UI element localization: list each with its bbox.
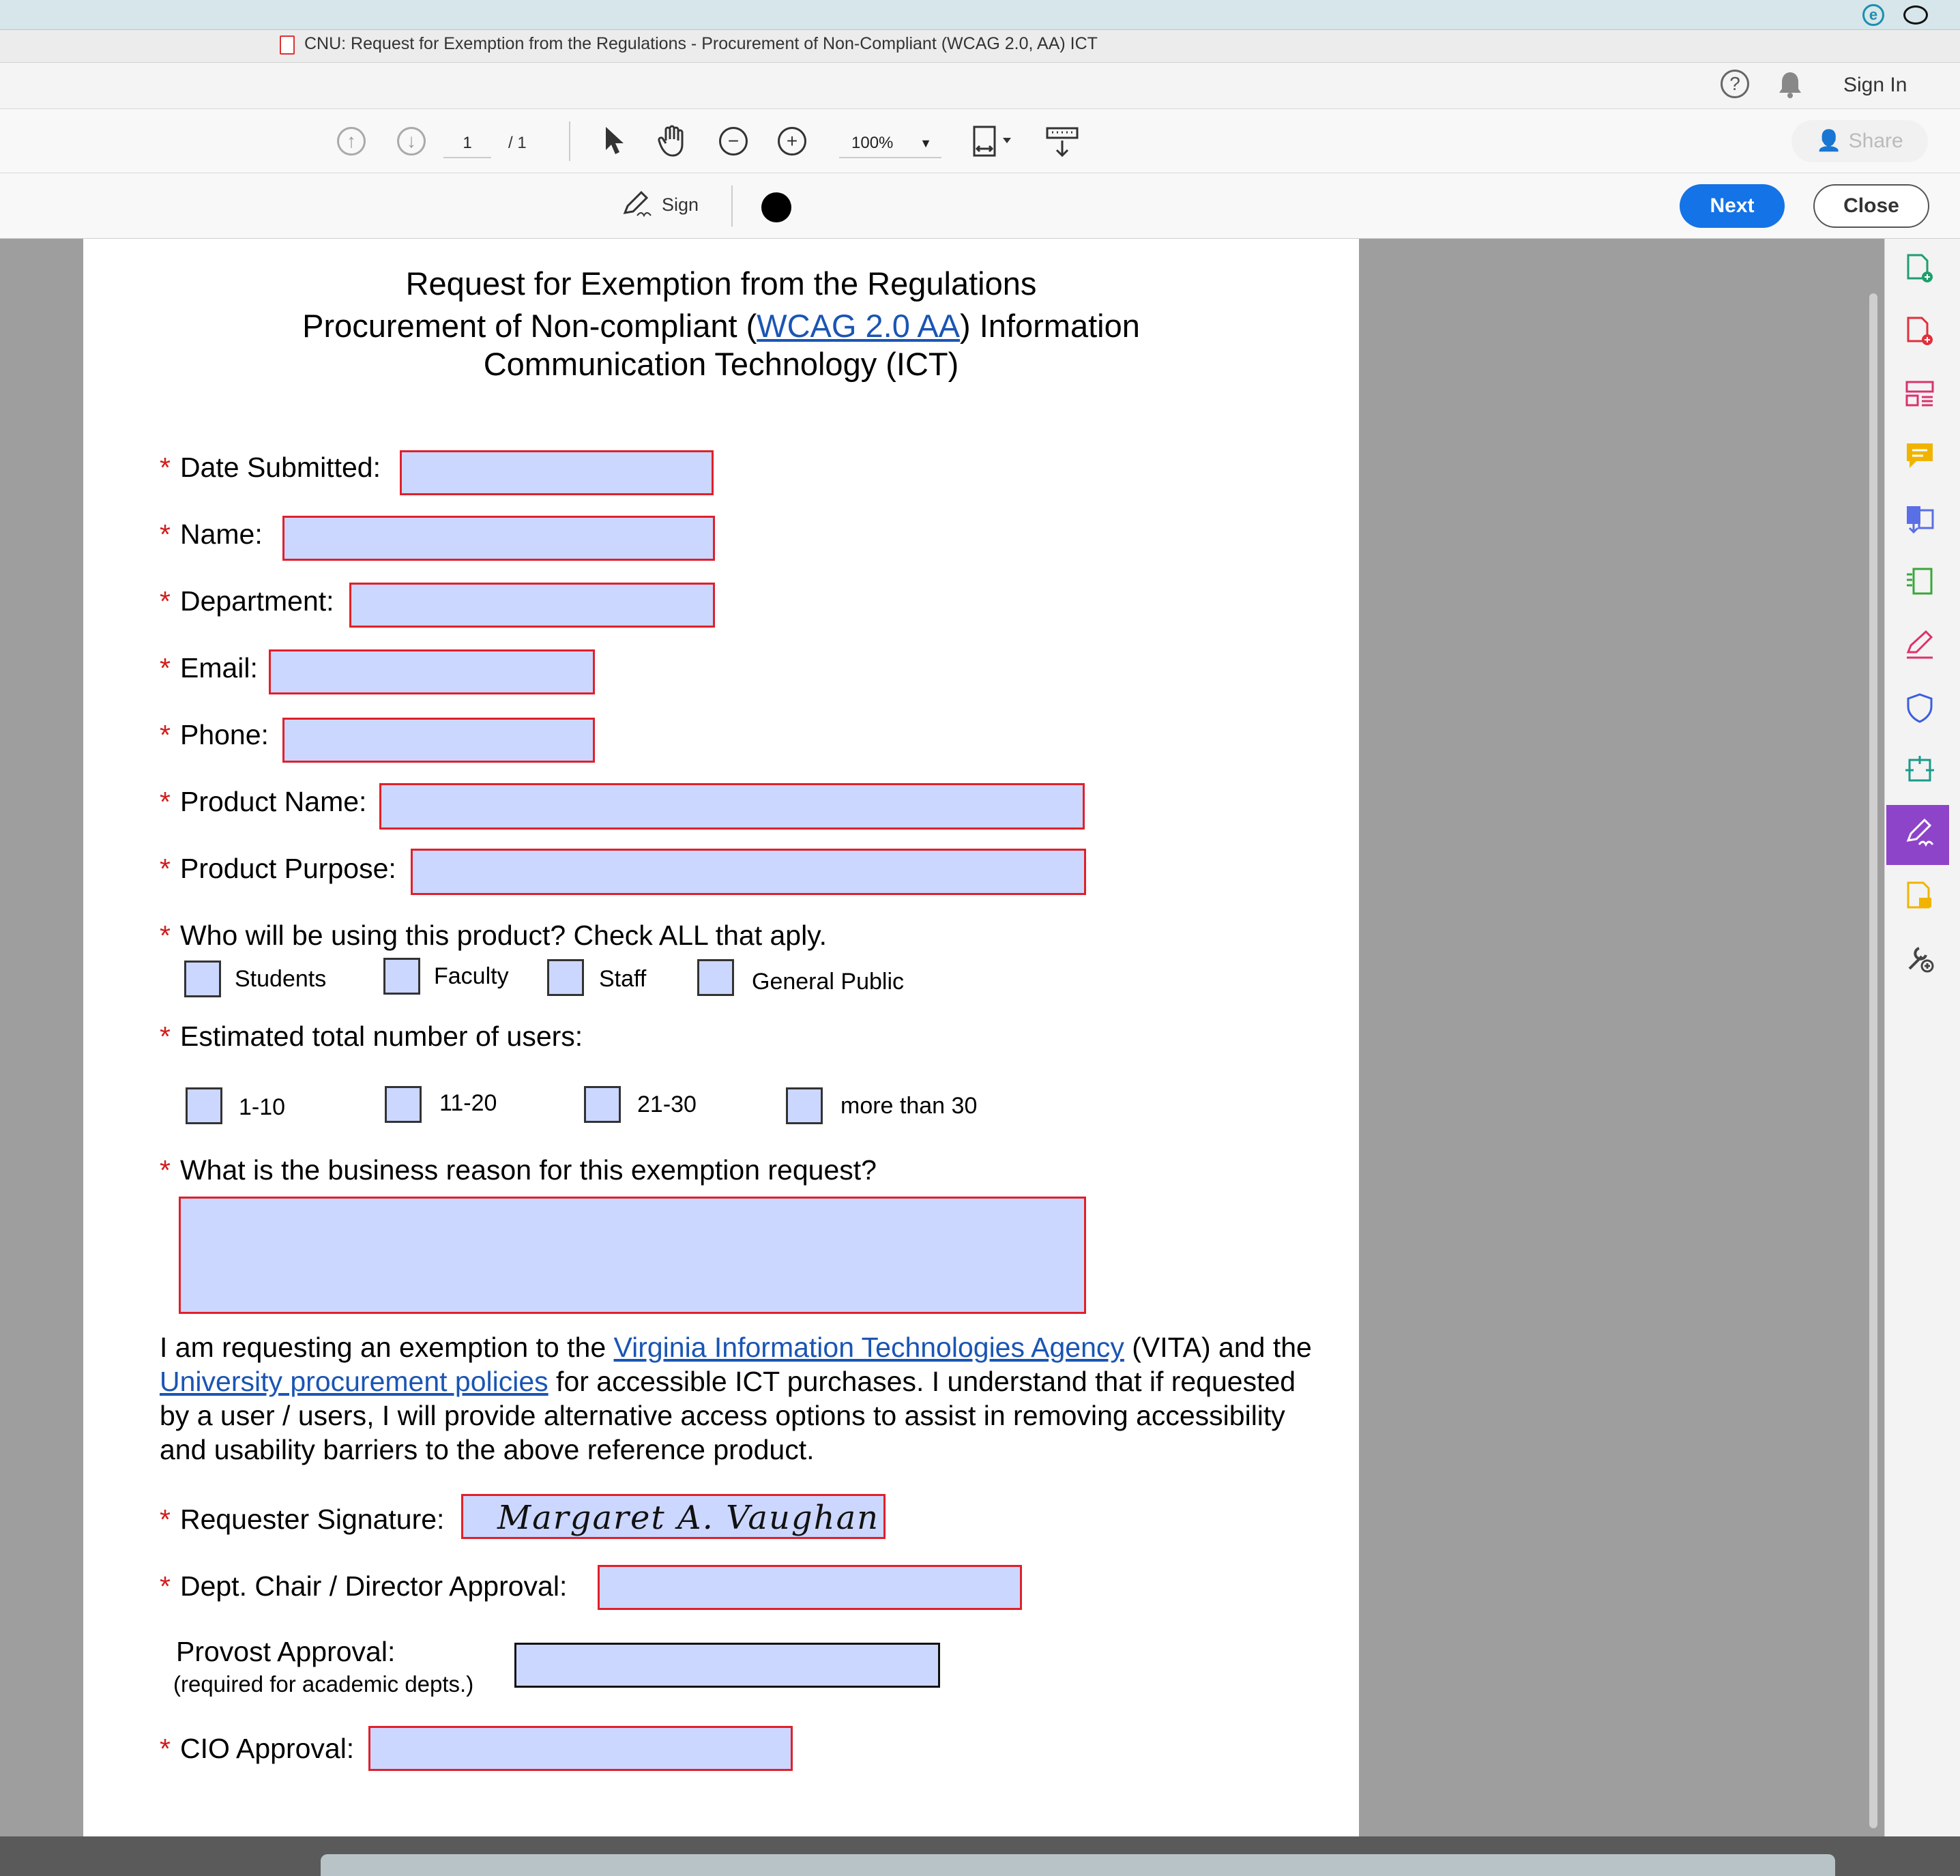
- statement-text: I am requesting an exemption to the: [160, 1332, 614, 1363]
- provost-approval-field[interactable]: [514, 1643, 940, 1688]
- vita-link[interactable]: Virginia Information Technologies Agency: [613, 1332, 1124, 1363]
- os-dock: [321, 1854, 1835, 1876]
- required-asterisk: *: [160, 452, 171, 483]
- pdf-file-icon: [280, 35, 295, 55]
- provost-approval-label: Provost Approval:: [176, 1636, 396, 1667]
- title-text: Procurement of Non-compliant (: [302, 308, 757, 344]
- chevron-down-icon: ▼: [920, 136, 932, 150]
- staff-label: Staff: [599, 966, 647, 992]
- staff-checkbox[interactable]: [547, 959, 584, 996]
- label-text: Requester Signature:: [179, 1504, 445, 1535]
- creative-cloud-icon[interactable]: [1903, 5, 1928, 25]
- help-icon[interactable]: ?: [1721, 70, 1749, 98]
- next-button[interactable]: Next: [1680, 184, 1785, 228]
- required-asterisk: *: [160, 853, 171, 884]
- vertical-scrollbar[interactable]: [1869, 293, 1877, 1828]
- required-asterisk: *: [160, 1733, 171, 1764]
- department-label: [160, 585, 334, 617]
- more-tools-icon[interactable]: [1903, 943, 1936, 976]
- tools-pane: [1884, 239, 1960, 1836]
- cio-approval-label: [160, 1733, 354, 1765]
- label-text: Who will be using this product? Check ALL that aply.: [179, 920, 828, 951]
- label-text: Product Purpose:: [179, 853, 396, 884]
- protect-shield-icon[interactable]: [1903, 692, 1936, 724]
- count-more-than-30-label: more than 30: [840, 1093, 978, 1119]
- label-text: Department:: [179, 585, 334, 617]
- requester-signature-field[interactable]: [461, 1494, 886, 1539]
- compress-pdf-icon[interactable]: [1903, 566, 1936, 599]
- product-purpose-label: [160, 853, 396, 885]
- share-button[interactable]: [1791, 120, 1928, 162]
- email-field[interactable]: [269, 649, 595, 694]
- label-text: CIO Approval:: [179, 1733, 355, 1764]
- dept-chair-approval-field[interactable]: [598, 1565, 1022, 1610]
- label-text: Phone:: [179, 719, 269, 750]
- count-21-30-label: 21-30: [637, 1091, 697, 1117]
- count-1-10-label: 1-10: [239, 1094, 286, 1120]
- toolbar-divider: [569, 121, 570, 161]
- phone-label: [160, 719, 269, 751]
- zoom-level-select[interactable]: [839, 128, 941, 158]
- previous-page-icon[interactable]: ↑: [337, 127, 366, 156]
- notifications-bell-icon[interactable]: [1778, 71, 1802, 98]
- zoom-in-icon[interactable]: +: [778, 127, 806, 156]
- send-and-track-icon[interactable]: [1903, 880, 1936, 913]
- statement-text: (VITA) and the: [1124, 1332, 1312, 1363]
- dept-chair-approval-label: [160, 1570, 567, 1602]
- business-reason-label: [160, 1154, 877, 1186]
- users-question-label: [160, 920, 827, 952]
- create-pdf-icon[interactable]: [1903, 252, 1936, 285]
- requester-signature-label: [160, 1504, 444, 1536]
- os-menubar: [0, 0, 1960, 30]
- combine-files-icon[interactable]: [1903, 503, 1936, 536]
- required-asterisk: *: [160, 1504, 171, 1535]
- students-label: Students: [235, 966, 327, 992]
- count-more-than-30-checkbox[interactable]: [786, 1087, 823, 1124]
- page-number-input[interactable]: 1: [443, 128, 491, 158]
- general-public-label: General Public: [752, 969, 905, 995]
- share-person-icon: 👤: [1816, 130, 1842, 152]
- label-text: Dept. Chair / Director Approval:: [179, 1570, 568, 1602]
- export-pdf-icon[interactable]: [1903, 315, 1936, 348]
- required-asterisk: *: [160, 1021, 171, 1052]
- user-count-question-label: [160, 1021, 583, 1053]
- send-for-review-icon[interactable]: [1903, 754, 1936, 787]
- label-text: Estimated total number of users:: [179, 1021, 583, 1052]
- date-submitted-label: [160, 452, 381, 484]
- product-name-field[interactable]: [379, 783, 1085, 830]
- label-text: Product Name:: [179, 786, 367, 817]
- required-asterisk: *: [160, 1154, 171, 1186]
- form-title-line1: Request for Exemption from the Regulations: [405, 265, 1037, 302]
- required-asterisk: *: [160, 786, 171, 817]
- count-1-10-checkbox[interactable]: [186, 1087, 222, 1124]
- page-total: / 1: [508, 134, 527, 152]
- select-tool-icon[interactable]: [603, 126, 626, 159]
- email-label: [160, 652, 258, 684]
- statement-text: for accessible ICT purchases. I understand that if requested by a user / users, I will provide alternative access options to assist in removing accessibility and usability barriers to the above reference product.: [160, 1366, 1296, 1465]
- requester-signature-value: Margaret A. Vaughan: [497, 1499, 880, 1537]
- exemption-statement: [160, 1330, 1319, 1467]
- fill-sign-toolbar: [0, 173, 1960, 239]
- department-field[interactable]: [349, 583, 715, 628]
- phone-field[interactable]: [282, 718, 595, 763]
- browser-extension-icon[interactable]: e: [1862, 4, 1884, 26]
- title-text: ) Information: [960, 308, 1140, 344]
- provost-approval-note: (required for academic depts.): [173, 1671, 474, 1697]
- general-public-checkbox[interactable]: [697, 959, 734, 996]
- label-text: What is the business reason for this exemption request?: [179, 1154, 877, 1186]
- sign-tool-label: Sign: [662, 194, 699, 215]
- name-label: [160, 518, 263, 551]
- zoom-level-value: 100%: [851, 134, 894, 152]
- date-submitted-field[interactable]: [400, 450, 714, 495]
- label-text: Email:: [179, 652, 258, 684]
- pen-sign-icon: [622, 191, 655, 218]
- fit-page-icon[interactable]: [971, 124, 1019, 162]
- faculty-checkbox[interactable]: [383, 958, 420, 995]
- close-button[interactable]: Close: [1813, 184, 1929, 228]
- form-title-line3: Communication Technology (ICT): [483, 346, 959, 382]
- label-text: Date Submitted:: [179, 452, 381, 483]
- window-title: CNU: Request for Exemption from the Regulations - Procurement of Non-Compliant (WCAG 2.0, AA) ICT: [304, 34, 1098, 53]
- label-text: Name:: [179, 518, 263, 550]
- sign-in-link[interactable]: Sign In: [1843, 74, 1907, 96]
- read-mode-icon[interactable]: [1045, 126, 1079, 162]
- required-asterisk: *: [160, 518, 171, 550]
- next-page-icon[interactable]: ↓: [397, 127, 426, 156]
- count-11-20-label: 11-20: [439, 1090, 497, 1116]
- product-name-label: [160, 786, 366, 818]
- faculty-label: Faculty: [434, 963, 509, 989]
- organize-pages-icon[interactable]: [1903, 378, 1936, 411]
- hand-tool-icon[interactable]: [656, 124, 689, 162]
- name-field[interactable]: [282, 516, 715, 561]
- procurement-policies-link[interactable]: University procurement policies: [160, 1366, 548, 1397]
- required-asterisk: *: [160, 585, 171, 617]
- product-purpose-field[interactable]: [411, 849, 1086, 895]
- cio-approval-field[interactable]: [368, 1726, 793, 1771]
- business-reason-field[interactable]: [179, 1197, 1086, 1314]
- count-11-20-checkbox[interactable]: [385, 1086, 422, 1123]
- required-asterisk: *: [160, 652, 171, 684]
- top-toolbar: [0, 63, 1960, 109]
- wcag-link[interactable]: WCAG 2.0 AA: [757, 308, 961, 344]
- form-title-line2: [83, 307, 1359, 345]
- comment-icon[interactable]: [1903, 441, 1936, 473]
- sign-tool-button[interactable]: [622, 191, 699, 218]
- ink-color-swatch[interactable]: [761, 192, 791, 222]
- required-asterisk: *: [160, 920, 171, 951]
- required-asterisk: *: [160, 719, 171, 750]
- students-checkbox[interactable]: [184, 961, 221, 997]
- edit-pdf-icon[interactable]: [1903, 629, 1936, 662]
- required-asterisk: *: [160, 1570, 171, 1602]
- share-label: Share: [1848, 130, 1903, 152]
- toolbar-divider: [731, 186, 733, 226]
- fill-sign-pen-icon: [1903, 817, 1936, 850]
- zoom-out-icon[interactable]: −: [719, 127, 748, 156]
- count-21-30-checkbox[interactable]: [584, 1086, 621, 1123]
- pdf-page: [83, 239, 1359, 1836]
